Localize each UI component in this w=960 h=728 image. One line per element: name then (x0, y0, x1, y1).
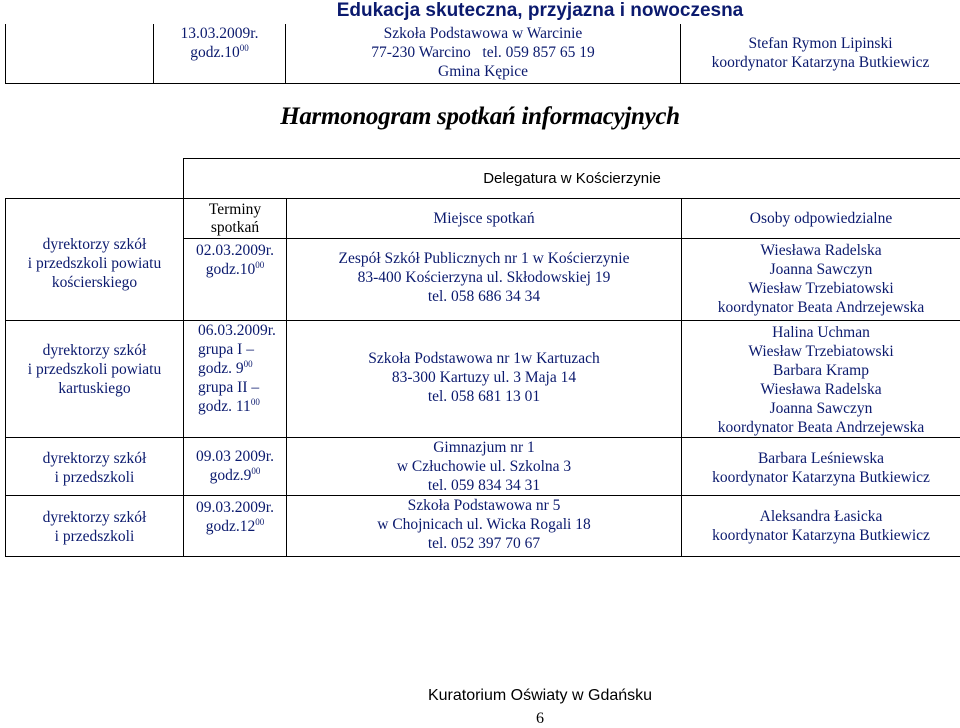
page-number: 6 (536, 710, 544, 727)
top-place-line: Gmina Kępice (438, 63, 528, 80)
top-place-cell (286, 24, 681, 83)
footer-institution: Kuratorium Oświaty w Gdańsku (427, 687, 653, 704)
persons-cell: Halina Uchman Wiesław Trzebiatowski Barbara Kramp Wiesława Radelska Joanna Sawczyn koordynator Beata Andrzejewska (682, 321, 960, 438)
term-cell: 09.03 2009r. $godz.9^{00}$ (184, 438, 287, 496)
audience-cell: dyrektorzy szkół i przedszkoli powiatu kartuskiego (6, 321, 184, 438)
column-header-places: Miejsce spotkań (287, 199, 682, 239)
term-cell: 06.03.2009r. grupa I – godz. $9^{00}$ grupa II – godz. $11^{00}$ (184, 321, 287, 438)
place-cell: Zespół Szkół Publicznych nr 1 w Kościerzynie 83-400 Kościerzyna ul. Skłodowskiej 19 tel. 058 686 34 34 (287, 239, 682, 321)
place-cell: Szkoła Podstawowa nr 1w Kartuzach 83-300 Kartuzy ul. 3 Maja 14 tel. 058 681 13 01 (287, 321, 682, 438)
audience-cell: dyrektorzy szkół i przedszkoli (6, 496, 184, 557)
top-persons-cell (681, 24, 960, 83)
column-header-persons: Osoby odpowiedzialne (682, 199, 960, 239)
schedule-table (5, 158, 960, 557)
top-person: Stefan Rymon Lipinski (748, 35, 893, 53)
persons-cell: Barbara Leśniewska koordynator Katarzyna Butkiewicz (682, 438, 960, 496)
region-name: Delegatura w Kościerzynie (184, 159, 960, 199)
page-title: Harmonogram spotkań informacyjnych (280, 103, 680, 130)
persons-cell: Wiesława Radelska Joanna Sawczyn Wiesław Trzebiatowski koordynator Beata Andrzejewska (682, 239, 960, 321)
top-date: 13.03.2009r. (180, 25, 259, 42)
top-place-line: Szkoła Podstawowa w Warcinie (383, 25, 583, 42)
top-time: $godz.10^{00}$ (190, 43, 249, 61)
previous-schedule-row (5, 24, 960, 84)
audience-cell: dyrektorzy szkół i przedszkoli powiatu kościerskiego (6, 199, 184, 321)
term-cell: 09.03.2009r. $godz.12^{00}$ (184, 496, 287, 557)
term-cell: 02.03.2009r. $godz.10^{00}$ (184, 239, 287, 321)
persons-cell: Aleksandra Łasicka koordynator Katarzyna Butkiewicz (682, 496, 960, 557)
empty-corner (6, 159, 184, 199)
place-cell: Szkoła Podstawowa nr 5 w Chojnicach ul. Wicka Rogali 18 tel. 052 397 70 67 (287, 496, 682, 557)
header-title: Edukacja skuteczna, przyjazna i nowoczesna (336, 0, 744, 21)
column-header-terms: Terminy spotkań (184, 199, 287, 239)
place-cell: Gimnazjum nr 1 w Człuchowie ul. Szkolna 3 tel. 059 834 34 31 (287, 438, 682, 496)
top-place-line: 77-230 Warcino tel. 059 857 65 19 (371, 44, 595, 61)
top-term-cell (154, 24, 286, 83)
blank-cell (6, 24, 154, 83)
top-person: koordynator Katarzyna Butkiewicz (711, 54, 930, 72)
audience-cell: dyrektorzy szkół i przedszkoli (6, 438, 184, 496)
